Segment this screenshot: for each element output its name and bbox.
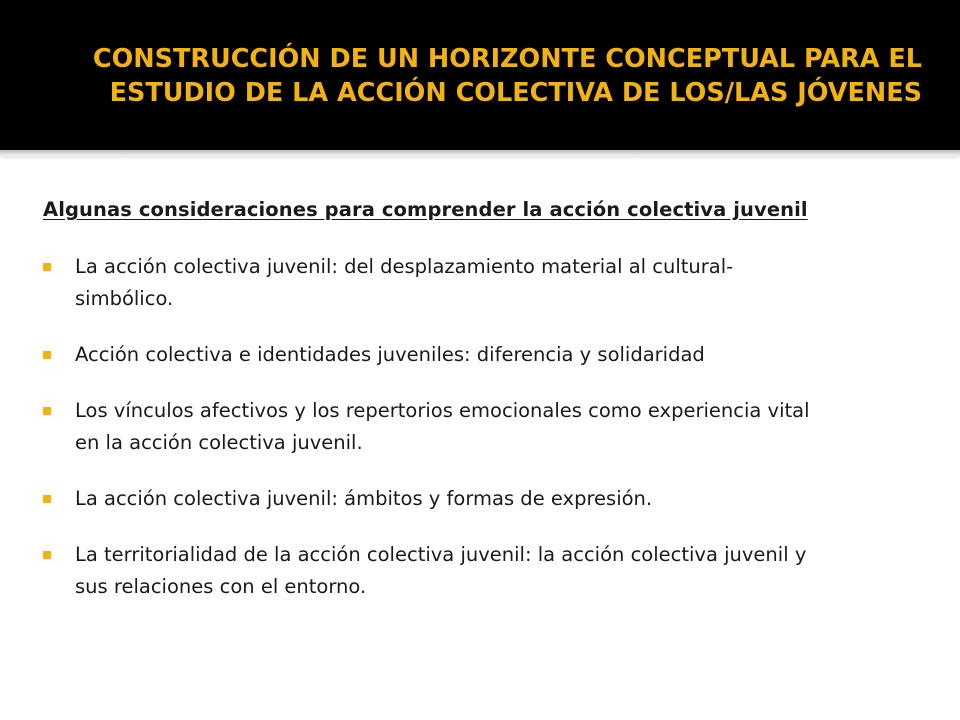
bullet-text-line: Acción colectiva e identidades juveniles: diferencia y solidaridad: [75, 343, 705, 366]
bullet-text-line: en la acción colectiva juvenil.: [75, 431, 363, 454]
bullet-item: [43, 251, 923, 315]
square-bullet-icon: [43, 263, 51, 271]
bullet-item: [43, 339, 923, 371]
bullet-text-line: simbólico.: [75, 287, 174, 310]
bullet-item: [43, 483, 923, 515]
slide-title-line-2: ESTUDIO DE LA ACCIÓN COLECTIVA DE LOS/LAS JÓVENES: [109, 78, 922, 108]
bullet-text-line: sus relaciones con el entorno.: [75, 575, 367, 598]
slide-content: [43, 198, 923, 627]
title-divider: [0, 150, 960, 156]
title-bar: [0, 0, 960, 150]
section-heading: Algunas consideraciones para comprender la acción colectiva juvenil: [43, 198, 808, 221]
bullet-text-line: La acción colectiva juvenil: ámbitos y formas de expresión.: [75, 487, 653, 510]
bullet-item: [43, 395, 923, 459]
square-bullet-icon: [43, 551, 51, 559]
slide-title: [42, 42, 922, 110]
square-bullet-icon: [43, 495, 51, 503]
bullet-list: [43, 251, 923, 603]
slide-title-line-1: CONSTRUCCIÓN DE UN HORIZONTE CONCEPTUAL PARA EL: [92, 44, 922, 74]
bullet-text-line: Los vínculos afectivos y los repertorios emocionales como experiencia vital: [75, 399, 810, 422]
bullet-text-line: La territorialidad de la acción colectiva juvenil: la acción colectiva juvenil y: [75, 543, 807, 566]
bullet-item: [43, 539, 923, 603]
square-bullet-icon: [43, 407, 51, 415]
bullet-text-line: La acción colectiva juvenil: del desplazamiento material al cultural-: [75, 255, 734, 278]
square-bullet-icon: [43, 351, 51, 359]
